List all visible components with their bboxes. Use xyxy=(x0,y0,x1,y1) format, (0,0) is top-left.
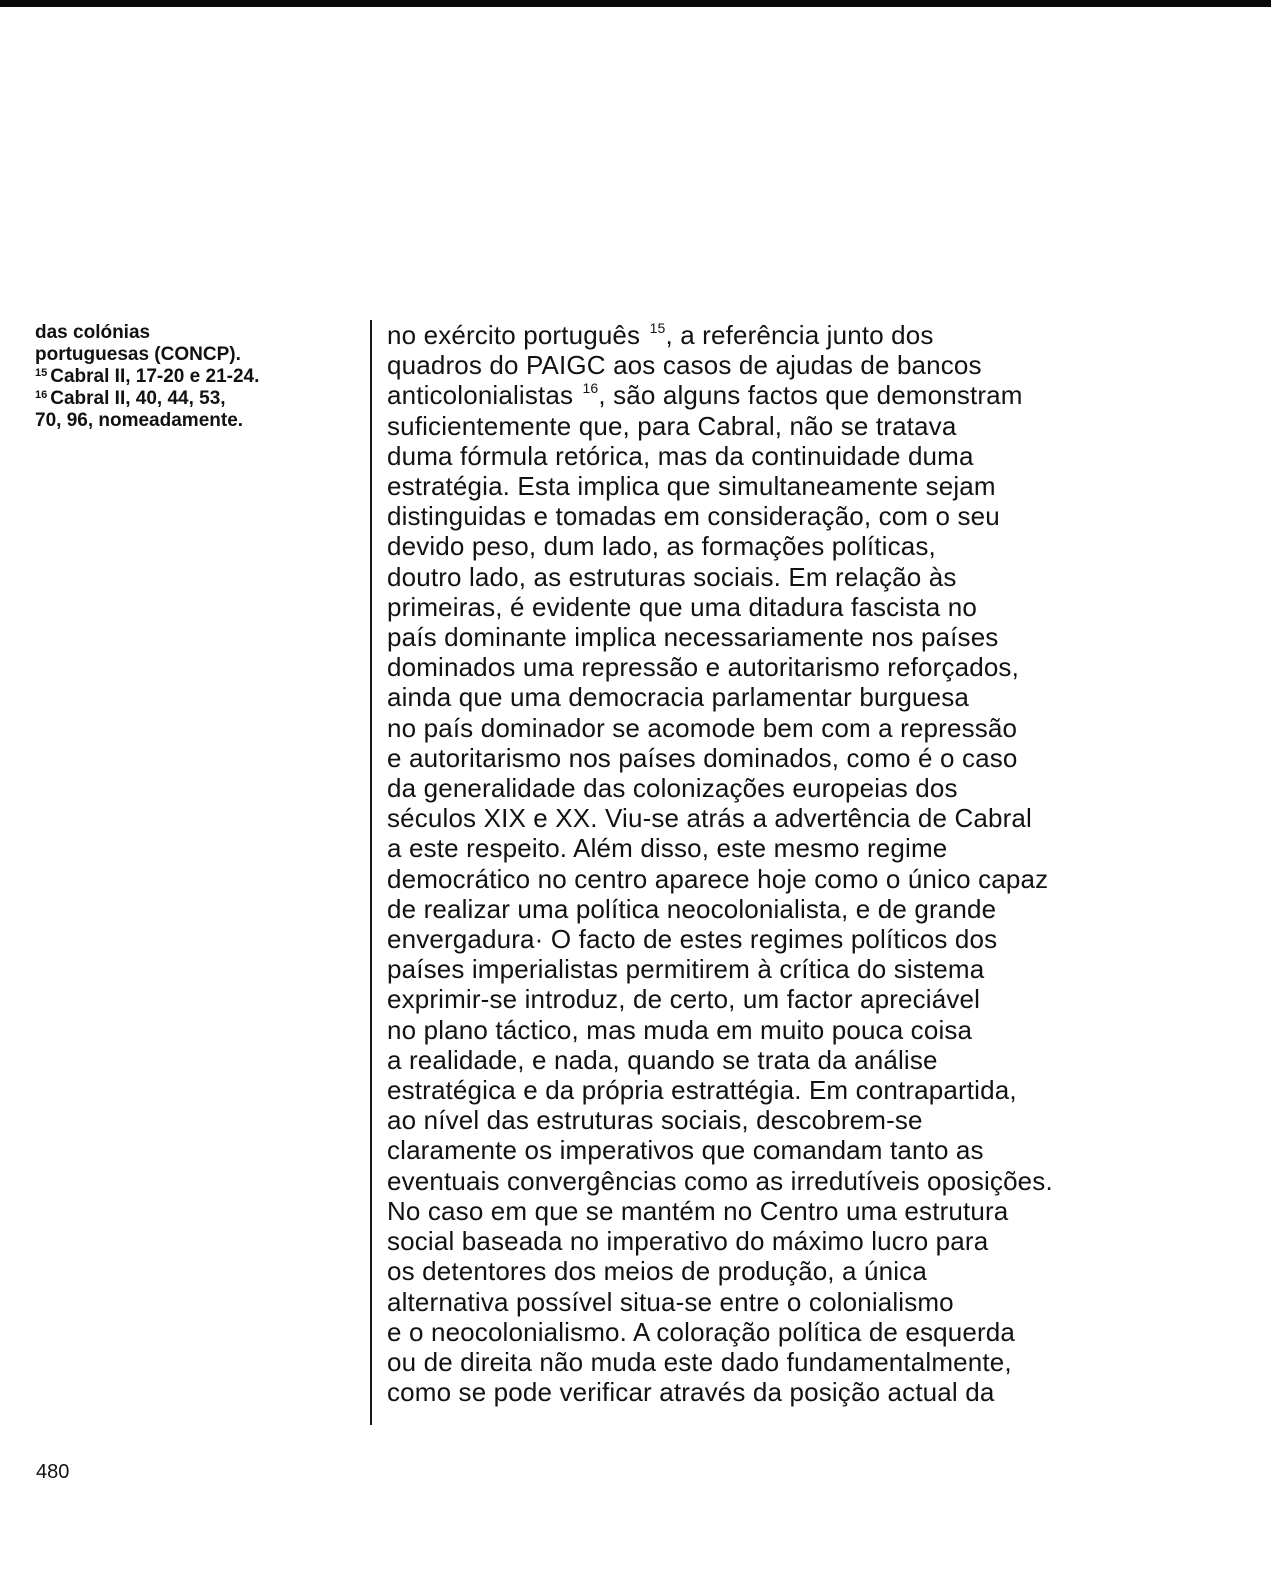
text-line: quadros do PAIGC aos casos de ajudas de bancos xyxy=(387,350,982,381)
footnote-text: Cabral II, 17-20 e 21-24. xyxy=(50,366,260,387)
margin-note-line: portuguesas (CONCP). xyxy=(35,344,241,365)
text-fragment: anticolonialistas xyxy=(387,380,574,411)
footnote-16-continued: 70, 96, nomeadamente. xyxy=(35,410,244,431)
text-line: No caso em que se mantém no Centro uma estrutura xyxy=(387,1195,1009,1226)
footnote-reference: 16 xyxy=(582,380,599,397)
footnote-16 xyxy=(35,388,355,410)
body-lines xyxy=(387,411,1247,1408)
text-line: a este respeito. Além disso, este mesmo regime xyxy=(387,833,948,864)
text-line: ao nível das estruturas sociais, descobrem-se xyxy=(387,1105,923,1136)
text-line: alternativa possível situa-se entre o colonialismo xyxy=(387,1286,954,1317)
text-line: como se pode verificar através da posição actual da xyxy=(387,1377,995,1408)
text-line: e autoritarismo nos países dominados, como é o caso xyxy=(387,742,1018,773)
text-line: duma fórmula retórica, mas da continuidade duma xyxy=(387,440,974,471)
text-line: no plano táctico, mas muda em muito pouca coisa xyxy=(387,1014,973,1045)
text-line: os detentores dos meios de produção, a única xyxy=(387,1256,927,1287)
margin-note-line: das colónias xyxy=(35,322,151,343)
text-line: no país dominador se acomode bem com a repressão xyxy=(387,712,1018,743)
footnote-marker: 16 xyxy=(35,389,48,401)
text-line: doutro lado, as estruturas sociais. Em relação às xyxy=(387,561,957,592)
footnote-15 xyxy=(35,366,355,388)
text-line xyxy=(387,380,1247,410)
footnote-reference: 15 xyxy=(649,320,666,336)
text-line: devido peso, dum lado, as formações políticas, xyxy=(387,531,936,562)
text-line: séculos XIX e XX. Viu-se atrás a advertência de Cabral xyxy=(387,803,1032,834)
text-line: ou de direita não muda este dado fundamentalmente, xyxy=(387,1346,1012,1377)
top-border-rule xyxy=(0,0,1271,7)
footnote-marker: 15 xyxy=(35,367,48,379)
text-line: dominados uma repressão e autoritarismo reforçados, xyxy=(387,652,1019,683)
text-line: distinguidas e tomadas em consideração, com o seu xyxy=(387,501,1000,532)
text-line: suficientemente que, para Cabral, não se tratava xyxy=(387,410,957,441)
text-line: claramente os imperativos que comandam tanto as xyxy=(387,1135,984,1166)
text-line: estratégica e da própria estrattégia. Em contrapartida, xyxy=(387,1075,1017,1106)
text-line: de realizar uma política neocolonialista, e de grande xyxy=(387,893,997,924)
column-divider-rule xyxy=(370,320,372,1425)
text-line: exprimir-se introduz, de certo, um factor apreciável xyxy=(387,984,981,1015)
text-line: ainda que uma democracia parlamentar burguesa xyxy=(387,682,969,713)
text-line: envergadura· O facto de estes regimes políticos dos xyxy=(387,924,998,955)
text-line: países imperialistas permitirem à crítica do sistema xyxy=(387,954,985,985)
body-text xyxy=(387,320,1247,1407)
text-line: social baseada no imperativo do máximo lucro para xyxy=(387,1226,989,1257)
text-line: a realidade, e nada, quando se trata da análise xyxy=(387,1044,938,1075)
text-fragment: no exército português xyxy=(387,320,641,350)
text-line: democrático no centro aparece hoje como o único capaz xyxy=(387,863,1049,894)
text-line: da generalidade das colonizações europeias dos xyxy=(387,773,958,804)
text-line xyxy=(387,320,1247,350)
text-fragment: , a referência junto dos xyxy=(665,320,934,350)
text-line: país dominante implica necessariamente nos países xyxy=(387,622,999,653)
text-line: eventuais convergências como as irredutíveis oposições. xyxy=(387,1165,1053,1196)
page-number: 480 xyxy=(36,1461,70,1483)
text-line: primeiras, é evidente que uma ditadura fascista no xyxy=(387,591,977,622)
footnote-text: Cabral II, 40, 44, 53, xyxy=(50,388,226,409)
text-line: estratégia. Esta implica que simultaneamente sejam xyxy=(387,471,996,502)
text-line: e o neocolonialismo. A coloração política de esquerda xyxy=(387,1316,1016,1347)
text-fragment: , são alguns factos que demonstram xyxy=(598,380,1023,411)
margin-notes xyxy=(35,322,355,432)
